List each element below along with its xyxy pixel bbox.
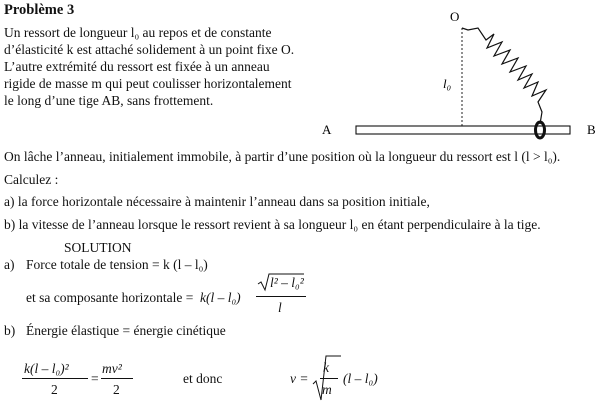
statement-line-3: L’autre extrémité du ressort est fixée à un anneau: [4, 59, 270, 74]
rod-ab: [356, 126, 570, 134]
solution-a-denominator: l: [278, 300, 282, 315]
energy-lhs-denominator: 2: [51, 382, 58, 397]
statement-line-5: le long d’une tige AB, sans frottement.: [4, 93, 214, 108]
energy-rhs-numerator: mv²: [102, 361, 122, 376]
spring: [462, 28, 546, 124]
solution-b-line1: Énergie élastique = énergie cinétique: [26, 323, 226, 338]
velocity-sqrt-numerator: k: [323, 360, 329, 375]
energy-equals: =: [91, 371, 99, 386]
velocity-v-equals: v =: [290, 371, 309, 386]
point-a-label: A: [322, 122, 332, 137]
fraction-bar-a: [256, 296, 306, 297]
release-sentence: On lâche l’anneau, initialement immobile, à partir d’une position où la longueur du ressort est l (l > l₀).: [4, 149, 561, 164]
fraction-bar-velocity: [320, 378, 338, 379]
spring-ring-diagram: [310, 0, 600, 150]
solution-a-line1: Force totale de tension = k (l – l₀): [26, 257, 208, 272]
velocity-sqrt-denominator: m: [322, 382, 332, 397]
solution-a-line2-prefix: et sa composante horizontale =: [26, 290, 194, 305]
solution-a-sqrt-content: l² – l₀²: [270, 275, 304, 290]
energy-lhs-numerator: k(l – l₀)²: [24, 361, 69, 376]
fraction-bar-rhs: [101, 378, 133, 379]
point-b-label: B: [587, 122, 596, 137]
velocity-tail: (l – l₀): [343, 371, 378, 386]
fraction-bar-lhs: [22, 378, 88, 379]
energy-rhs-denominator: 2: [113, 382, 120, 397]
statement-line-2: d’élasticité k est attaché solidement à un point fixe O.: [4, 42, 295, 57]
rest-length-label: l₀: [443, 76, 452, 91]
statement-line-4: rigide de masse m qui peut coulisser horizontalement: [4, 76, 292, 91]
solution-a-expr-left: k(l – l₀): [200, 290, 241, 305]
statement-line-1: Un ressort de longueur l₀ au repos et de constante: [4, 25, 272, 40]
calculez-label: Calculez :: [4, 172, 59, 187]
et-donc-label: et donc: [183, 371, 223, 386]
problem-title: Problème 3: [4, 2, 75, 18]
solution-b-label: b): [4, 323, 16, 338]
point-o-label: O: [450, 9, 460, 24]
question-b: b) la vitesse de l’anneau lorsque le ressort revient à sa longueur l₀ en étant perpendiculaire à la tige.: [4, 217, 541, 232]
solution-a-label: a): [4, 257, 15, 272]
solution-heading: SOLUTION: [64, 240, 132, 255]
question-a: a) la force horizontale nécessaire à maintenir l’anneau dans sa position initiale,: [4, 194, 430, 209]
